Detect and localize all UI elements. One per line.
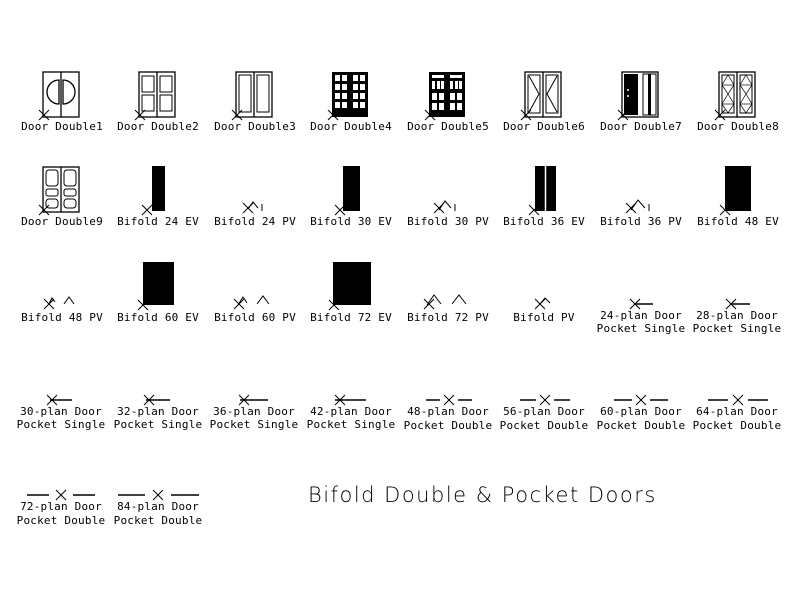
symbol-label: Bifold 48 EV — [697, 215, 779, 228]
symbol-label: Bifold 36 PV — [600, 215, 682, 228]
symbol-label: Door Double2 — [117, 120, 199, 133]
symbol-label: Door Double4 — [310, 120, 392, 133]
symbol-label: 84-plan Door — [117, 500, 199, 513]
symbol-label: Door Double9 — [21, 215, 103, 228]
symbol-label: 64-plan Door — [696, 405, 778, 418]
symbol-label: Door Double8 — [697, 120, 779, 133]
door-double6-icon — [520, 70, 570, 122]
symbol-label: Pocket Single — [113, 418, 203, 431]
symbol-label: 32-plan Door — [117, 405, 199, 418]
bifold-36-ev-icon — [527, 165, 567, 217]
symbol-label: 48-plan Door — [407, 405, 489, 418]
door-double7-icon — [617, 70, 667, 122]
symbol-label: Pocket Double — [692, 419, 782, 432]
bifold-48-ev-icon — [718, 165, 758, 217]
door-double3-icon — [231, 70, 281, 122]
door-double2-icon — [134, 70, 184, 122]
door-double4-icon — [327, 70, 377, 122]
symbol-label: Bifold PV — [513, 311, 575, 324]
symbol-label: Door Double3 — [214, 120, 296, 133]
symbol-label: Pocket Single — [16, 418, 106, 431]
symbol-label: 30-plan Door — [20, 405, 102, 418]
symbol-label: Bifold 24 PV — [214, 215, 296, 228]
door-double9-icon — [38, 165, 88, 217]
symbol-label: Pocket Double — [596, 419, 686, 432]
symbol-label: Bifold 30 EV — [310, 215, 392, 228]
bifold-pv-icon — [533, 294, 557, 312]
symbol-label: Pocket Single — [596, 322, 686, 335]
symbol-label: Pocket Single — [209, 418, 299, 431]
page-title: Bifold Double & Pocket Doors — [308, 483, 657, 507]
symbol-label: Bifold 60 EV — [117, 311, 199, 324]
symbol-label: Pocket Double — [16, 514, 106, 527]
bifold-60-ev-icon — [136, 260, 180, 312]
symbol-label: 72-plan Door — [20, 500, 102, 513]
symbol-label: Door Double1 — [21, 120, 103, 133]
symbol-label: Bifold 72 EV — [310, 311, 392, 324]
symbol-label: Bifold 72 PV — [407, 311, 489, 324]
symbol-label: 60-plan Door — [600, 405, 682, 418]
symbol-label: Bifold 48 PV — [21, 311, 103, 324]
door-double1-icon — [38, 70, 88, 122]
symbol-label: Bifold 30 PV — [407, 215, 489, 228]
symbol-label: Door Double7 — [600, 120, 682, 133]
symbol-label: 56-plan Door — [503, 405, 585, 418]
symbol-label: Door Double6 — [503, 120, 585, 133]
symbol-label: Pocket Double — [499, 419, 589, 432]
symbol-label: Bifold 24 EV — [117, 215, 199, 228]
symbol-label: 42-plan Door — [310, 405, 392, 418]
symbol-label: Door Double5 — [407, 120, 489, 133]
symbol-label: Pocket Single — [692, 322, 782, 335]
symbol-label: Pocket Double — [403, 419, 493, 432]
bifold-30-ev-icon — [333, 165, 373, 217]
bifold-24-ev-icon — [140, 165, 170, 217]
symbol-label: 36-plan Door — [213, 405, 295, 418]
symbol-label: Pocket Single — [306, 418, 396, 431]
door-double8-icon — [714, 70, 764, 122]
symbol-label: Bifold 60 PV — [214, 311, 296, 324]
symbol-label: 24-plan Door — [600, 309, 682, 322]
symbol-label: Bifold 36 EV — [503, 215, 585, 228]
symbol-label: 28-plan Door — [696, 309, 778, 322]
symbol-label: Pocket Double — [113, 514, 203, 527]
bifold-72-ev-icon — [327, 260, 377, 312]
door-double5-icon — [424, 70, 474, 122]
